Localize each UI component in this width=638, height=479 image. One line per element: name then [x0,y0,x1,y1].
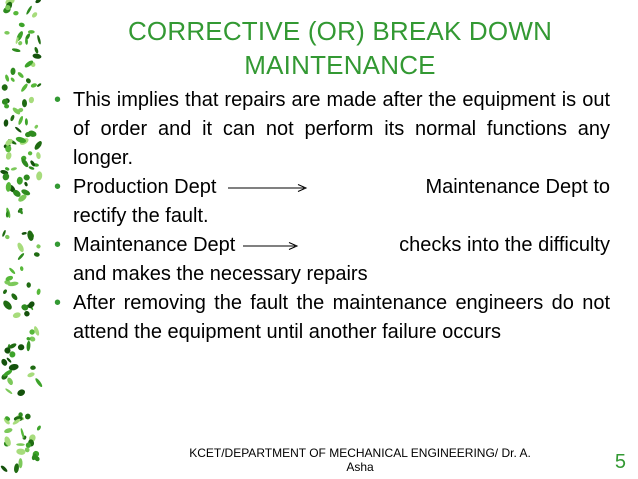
bullet-dot: • [54,176,62,198]
bullet-text: This implies that repairs are made after the equipment is out of order and it can not perform its normal functions any longer. [73,89,610,169]
bullet-dot: • [54,234,62,256]
bullet-dot: • [54,89,62,111]
flow-continuation: rectify the fault. [73,205,209,227]
title-line-1: CORRECTIVE (OR) BREAK DOWN [127,16,553,46]
flow-source: Production Dept [73,176,217,198]
right-arrow-icon [228,183,310,193]
right-arrow-icon [243,241,301,251]
bullet-dot: • [54,292,62,314]
leaf-vine-border [0,0,48,479]
flow-target: Maintenance Dept to [425,176,610,198]
flow-line [73,173,610,202]
bullet-text: After removing the fault the maintenance engineers do not attend the equipment until another failure occurs [73,292,610,343]
bullet-item-maintenance-flow [54,231,610,289]
flow-source: Maintenance Dept [73,234,236,256]
footer-line-2: Asha [346,460,374,474]
bullet-item-definition [54,86,610,173]
flow-continuation: and makes the necessary repairs [73,263,368,285]
bullet-item-after-repair [54,289,610,347]
flow-line [73,231,610,260]
slide-title [60,14,620,82]
bullet-item-production-flow [54,173,610,231]
bullet-list [54,86,610,347]
page-number: 5 [614,451,626,473]
title-line-2: MAINTENANCE [244,50,436,80]
slide-footer [180,446,540,474]
footer-line-1: KCET/DEPARTMENT OF MECHANICAL ENGINEERING/ Dr. A. [189,446,531,460]
flow-target: checks into the difficulty [399,234,610,256]
